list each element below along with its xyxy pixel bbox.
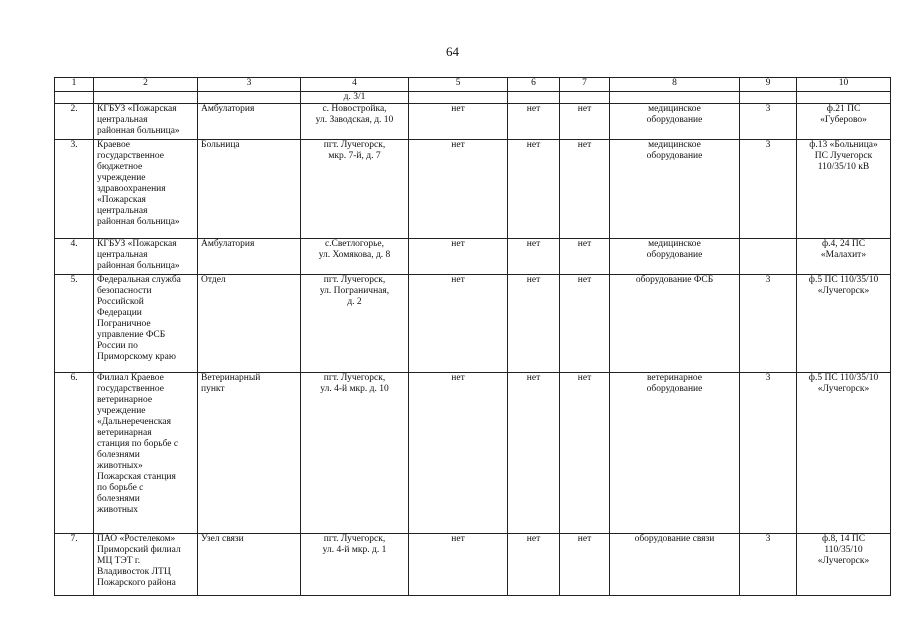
column-header: 5 [409,78,508,92]
col6-cell: нет [508,104,560,140]
col5-cell: нет [409,104,508,140]
row-number: 5. [55,275,94,373]
organization-cell: Краевое государственное бюджетное учреждение здравоохранения «Пожарская центральная районная больница» [94,140,198,239]
table-cell [508,92,560,104]
table-header-row [55,78,891,92]
table-cell [55,92,94,104]
category-cell: 3 [740,373,797,534]
table-cell [94,92,198,104]
address-cell: пгт. Лучегорск, мкр. 7-й, д. 7 [301,140,409,239]
table-cell [409,92,508,104]
organization-cell: ПАО «Ростелеком» Приморский филиал МЦ ТЭТ г. Владивосток ЛТЦ Пожарского района [94,534,198,596]
page-number: 64 [446,44,459,59]
address-continuation: д. 3/1 [301,92,409,104]
address-cell: пгт. Лучегорск, ул. 4-й мкр. д. 1 [301,534,409,596]
power-source-cell: ф.21 ПС «Губерово» [797,104,891,140]
table-cell [198,92,301,104]
table-cell [797,92,891,104]
facility-cell: Амбулатория [198,104,301,140]
col7-cell: нет [560,534,610,596]
table-row [55,104,891,140]
power-source-cell: ф.13 «Больница» ПС Лучегорск 110/35/10 кВ [797,140,891,239]
organization-cell: КГБУЗ «Пожарская центральная районная больница» [94,104,198,140]
row-number: 7. [55,534,94,596]
category-cell [740,239,797,275]
equipment-cell: медицинское оборудование [610,104,740,140]
table-row [55,373,891,534]
address-cell: с.Светлогорье, ул. Хомякова, д. 8 [301,239,409,275]
row-number: 6. [55,373,94,534]
column-header: 4 [301,78,409,92]
organization-cell: Федеральная служба безопасности Российской Федерации Пограничное управление ФСБ России по Приморскому краю [94,275,198,373]
col7-cell: нет [560,275,610,373]
col7-cell: нет [560,140,610,239]
facility-cell: Ветеринарный пункт [198,373,301,534]
equipment-cell: медицинское оборудование [610,140,740,239]
col6-cell: нет [508,140,560,239]
col6-cell: нет [508,275,560,373]
continuation-row [55,92,891,104]
table-cell [610,92,740,104]
table-row [55,275,891,373]
column-header: 9 [740,78,797,92]
row-number: 2. [55,104,94,140]
organization-cell: Филиал Краевое государственное ветеринарное учреждение «Дальнереченская ветеринарная станция по борьбе с болезнями животных» Пожарская станция по борьбе с болезнями животных [94,373,198,534]
power-source-cell: ф.5 ПС 110/35/10 «Лучегорск» [797,373,891,534]
facility-cell: Больница [198,140,301,239]
column-header: 6 [508,78,560,92]
facility-cell: Узел связи [198,534,301,596]
category-cell: 3 [740,275,797,373]
column-header: 7 [560,78,610,92]
table-cell [740,92,797,104]
col5-cell: нет [409,275,508,373]
address-cell: пгт. Лучегорск, ул. Пограничная, д. 2 [301,275,409,373]
column-header: 8 [610,78,740,92]
power-source-cell: ф.5 ПС 110/35/10 «Лучегорск» [797,275,891,373]
row-number: 4. [55,239,94,275]
table-row [55,140,891,239]
category-cell: 3 [740,140,797,239]
column-header: 2 [94,78,198,92]
column-header: 1 [55,78,94,92]
address-cell: пгт. Лучегорск, ул. 4-й мкр. д. 10 [301,373,409,534]
document-table [54,77,891,596]
equipment-cell: ветеринарное оборудование [610,373,740,534]
table-cell [560,92,610,104]
col5-cell: нет [409,373,508,534]
column-header: 3 [198,78,301,92]
column-header: 10 [797,78,891,92]
equipment-cell: оборудование связи [610,534,740,596]
col7-cell: нет [560,104,610,140]
table-row [55,239,891,275]
table-row [55,534,891,596]
organization-cell: КГБУЗ «Пожарская центральная районная больница» [94,239,198,275]
category-cell: 3 [740,104,797,140]
col5-cell: нет [409,140,508,239]
power-source-cell: ф.4, 24 ПС «Малахит» [797,239,891,275]
power-source-cell: ф.8, 14 ПС 110/35/10 «Лучегорск» [797,534,891,596]
address-cell: с. Новостройка, ул. Заводская, д. 10 [301,104,409,140]
col6-cell: нет [508,373,560,534]
col5-cell: нет [409,239,508,275]
col6-cell: нет [508,239,560,275]
equipment-cell: оборудование ФСБ [610,275,740,373]
col6-cell: нет [508,534,560,596]
facility-cell: Отдел [198,275,301,373]
row-number: 3. [55,140,94,239]
category-cell: 3 [740,534,797,596]
col7-cell: нет [560,373,610,534]
facility-cell: Амбулатория [198,239,301,275]
col7-cell: нет [560,239,610,275]
col5-cell: нет [409,534,508,596]
equipment-cell: медицинское оборудование [610,239,740,275]
